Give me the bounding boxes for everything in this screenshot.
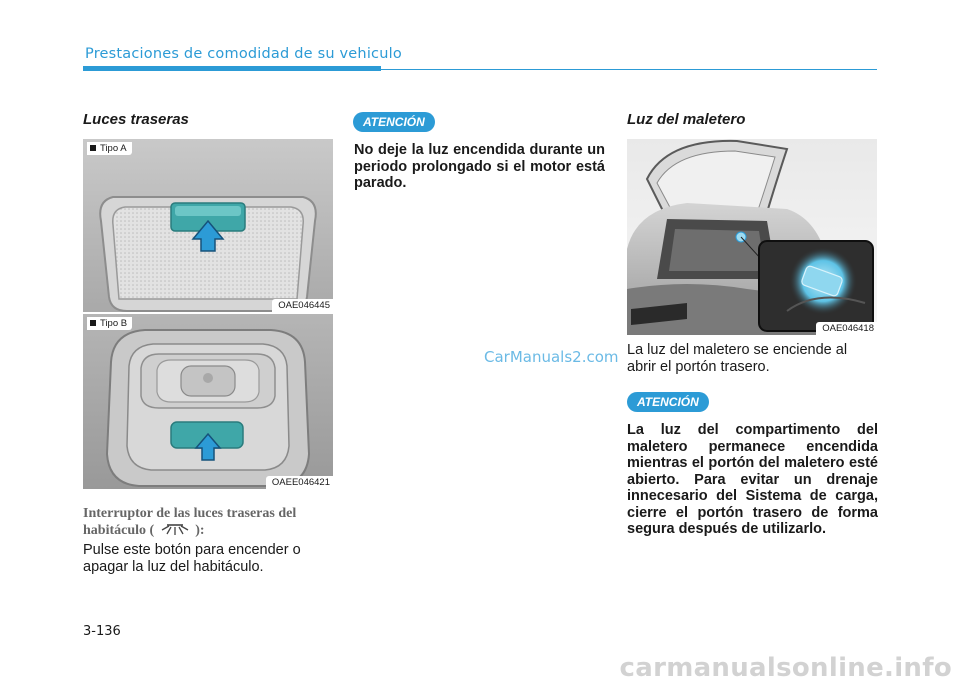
- interruptor-subheading: Interruptor de las luces traseras del habitáculo ( ):: [83, 506, 297, 538]
- figure-b-code: OAEE046421: [266, 476, 333, 489]
- luz-del-maletero-heading: Luz del maletero: [627, 111, 746, 128]
- atencion-warning-2: La luz del compartimento del maletero permanece encendida mientras el portón del maletero esté abierto. Para evitar un drenaje innecesario del Sistema de carga, cierre el portón trasero de forma segura después de utilizarlo.: [627, 422, 878, 537]
- figure-b-type-label: Tipo B: [87, 317, 132, 330]
- atencion-badge-1: ATENCIÓN: [353, 112, 435, 132]
- figure-tipo-a: [83, 139, 333, 312]
- section-header-title: Prestaciones de comodidad de su vehiculo: [85, 46, 402, 62]
- atencion-warning-1: No deje la luz encendida durante un periodo prolongado si el motor está parado.: [354, 142, 605, 191]
- interruptor-body: Pulse este botón para encender o apagar la luz del habitáculo.: [83, 542, 301, 575]
- atencion-badge-2: ATENCIÓN: [627, 392, 709, 412]
- header-accent-bar: [83, 66, 381, 71]
- luces-traseras-heading: Luces traseras: [83, 111, 189, 128]
- tipo-a-lamp-illustration: [83, 139, 333, 312]
- figure-maletero: [627, 139, 877, 335]
- figure-a-code: OAE046445: [272, 299, 333, 312]
- page-number: 3-136: [83, 624, 121, 639]
- figure-maletero-code: OAE046418: [816, 322, 877, 335]
- footer-watermark-link[interactable]: carmanualsonline.info: [619, 653, 952, 683]
- maletero-body: La luz del maletero se enciende al abrir el portón trasero.: [627, 342, 848, 375]
- figure-a-type-label: Tipo A: [87, 142, 132, 155]
- header-divider-line: [381, 69, 877, 70]
- trunk-light-illustration: [627, 139, 877, 335]
- room-lamp-icon: [160, 522, 190, 536]
- tipo-b-lamp-illustration: [83, 314, 333, 489]
- watermark-text: CarManuals2.com: [484, 348, 619, 366]
- figure-tipo-b: [83, 314, 333, 489]
